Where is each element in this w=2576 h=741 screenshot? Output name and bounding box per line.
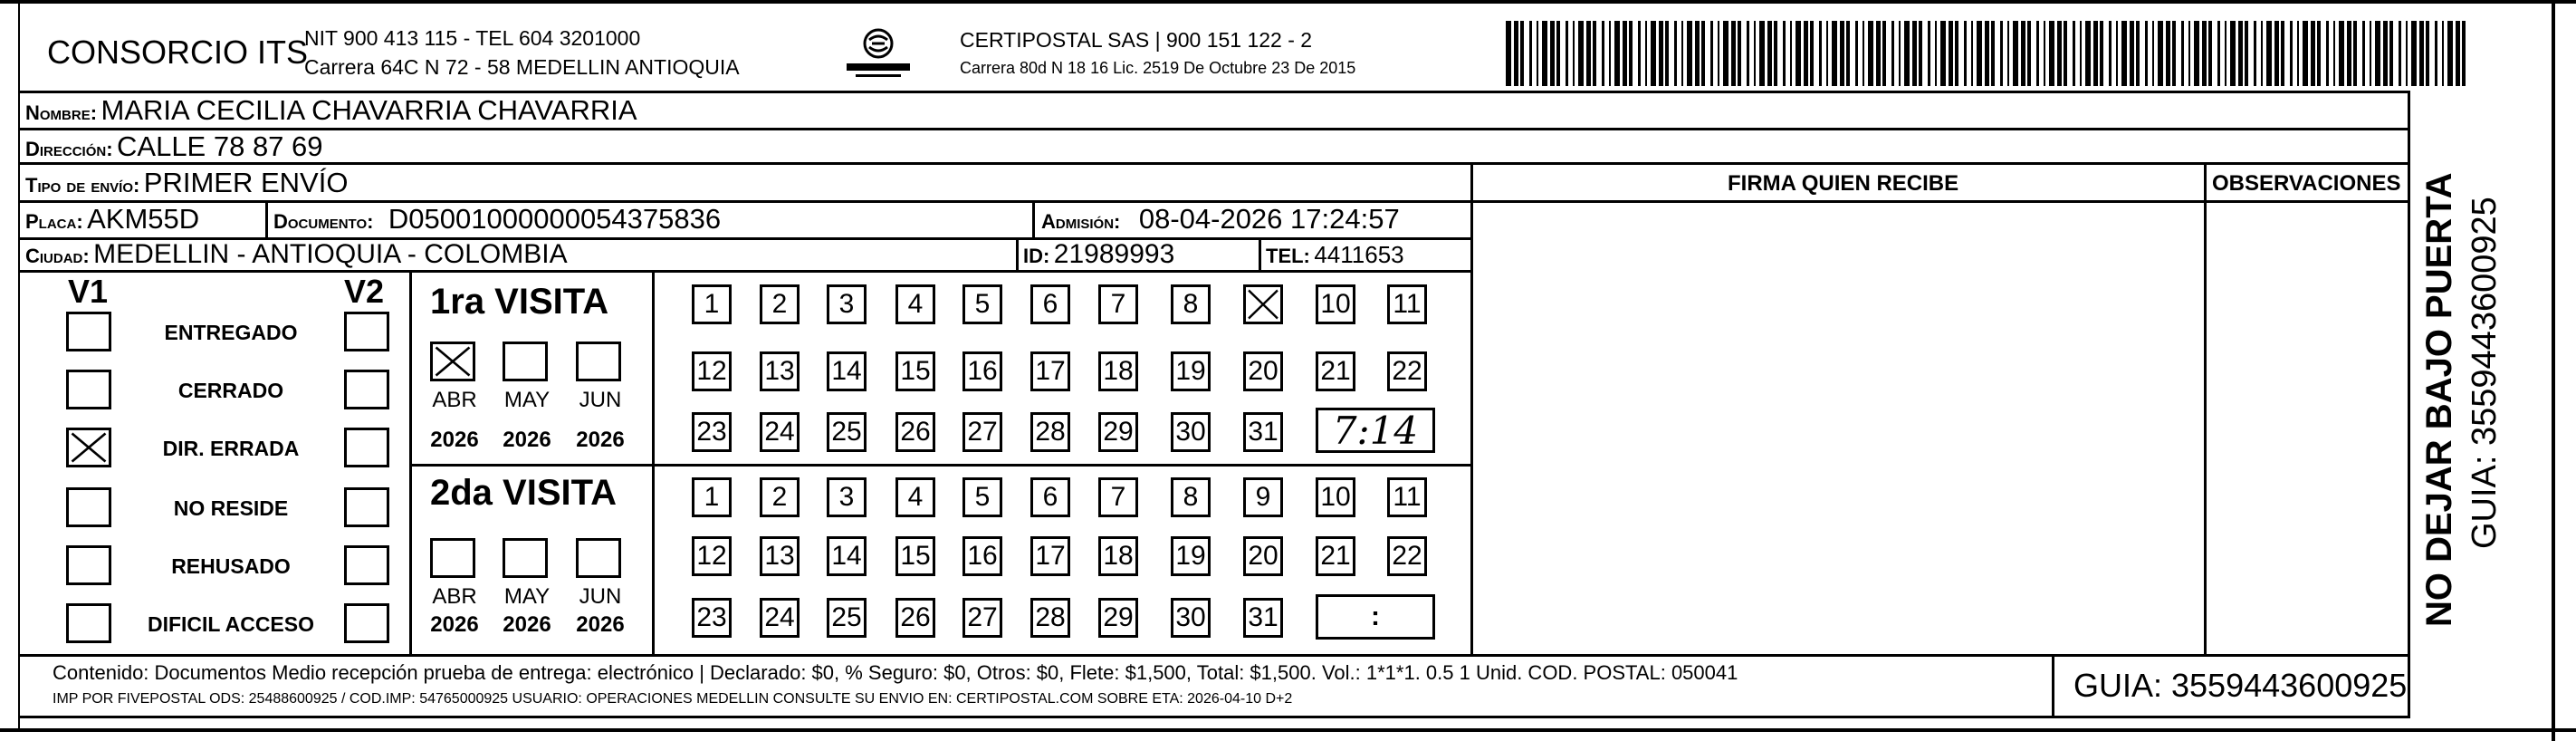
day-box[interactable]: 31 [1243,598,1283,638]
rule-visit-divider [409,464,1473,467]
tel-value: 4411653 [1314,241,1404,268]
day-box[interactable]: 21 [1316,536,1355,576]
barcode-bar [1738,21,1741,86]
bottom-border [0,728,2576,732]
month-checkbox-may[interactable] [503,342,548,381]
status-reason-label: ENTREGADO [164,321,298,344]
year-label: 2026 [503,612,551,637]
v2-checkbox[interactable] [344,312,389,351]
barcode-bar [1891,21,1894,86]
placa-label: Placa: [25,210,83,233]
barcode-bar [2245,21,2248,86]
admision-value: 08-04-2026 17:24:57 [1138,203,1400,235]
barcode-bar [1645,21,1647,86]
carrier-name: CERTIPOSTAL SAS | 900 151 122 - 2 [960,28,1313,52]
v1-label: V1 [68,273,109,310]
barcode-bar [1747,21,1749,86]
rule-tel-left [1259,237,1261,270]
rule-visit-left [652,270,655,654]
barcode-bar [2297,21,2299,86]
barcode-bar [1855,21,1858,86]
firma-label: FIRMA QUIEN RECIBE [1728,171,1959,196]
rule-dir-bottom [18,162,2410,165]
rule-guia-left [2052,654,2054,716]
id-row [1023,241,1174,268]
barcode-bar [1573,21,1575,86]
barcode [1506,21,2469,86]
day-box[interactable] [1243,284,1283,324]
year-label: 2026 [576,428,625,452]
day-box[interactable]: 28 [1030,598,1070,638]
barcode-bar [1529,21,1532,86]
barcode-bar [1904,21,1910,86]
barcode-bar [1578,21,1584,86]
left-border [18,0,20,732]
month-label: JUN [579,388,622,412]
month-checkbox-abr[interactable] [430,538,475,578]
barcode-bar [2217,21,2220,86]
day-box[interactable]: 12 [692,351,732,391]
barcode-bar [2370,21,2371,86]
barcode-bar [1718,21,1719,86]
rule-firma-left [1470,162,1473,657]
barcode-bar [1790,21,1792,86]
id-value: 21989993 [1053,239,1175,269]
rule-placa-right [265,200,268,237]
barcode-bar [1928,21,1930,86]
year-label: 2026 [503,428,551,452]
barcode-bar [1863,21,1864,86]
company-info-1: NIT 900 413 115 - TEL 604 3201000 [304,26,641,50]
barcode-bar [1674,21,1677,86]
barcode-bar [1774,21,1777,86]
barcode-bar [1759,21,1765,86]
rule-obs-label-bottom [1473,200,2410,203]
day-box[interactable]: 9 [1243,477,1283,517]
barcode-bar [1977,21,1982,86]
v1-checkbox[interactable] [66,603,111,643]
v2-checkbox[interactable] [344,545,389,585]
barcode-bar [1542,21,1547,86]
day-box[interactable]: 22 [1387,536,1427,576]
rule-footer-bottom [18,716,2410,718]
barcode-bar [2021,21,2025,86]
barcode-bar [2442,21,2444,86]
barcode-bar [1949,21,1953,86]
barcode-bar [2036,21,2039,86]
barcode-bar [1971,21,1973,86]
barcode-bar [2261,21,2263,86]
barcode-bar [2456,21,2460,86]
month-checkbox-abr[interactable] [430,342,475,381]
company-name: CONSORCIO ITS [47,34,309,71]
day-box[interactable]: 18 [1098,351,1138,391]
carrier-address: Carrera 80d N 18 16 Lic. 2519 De Octubre 23 De 2015 [960,59,1356,77]
status-reason-label: CERRADO [177,379,284,402]
v2-checkbox[interactable] [344,603,389,643]
v2-checkbox[interactable] [344,487,389,527]
barcode-bar [1514,21,1518,86]
day-box[interactable]: 17 [1030,536,1070,576]
day-box[interactable]: 10 [1316,284,1355,324]
admision-label: Admisión: [1041,210,1121,233]
placa-value: AKM55D [87,203,200,235]
admision-row [1041,205,1400,233]
barcode-bar [2333,21,2335,86]
barcode-bar [2266,21,2272,86]
barcode-bar [2057,21,2062,86]
barcode-bar [2027,21,2031,86]
certipostal-logo [838,27,919,82]
day-box[interactable]: 21 [1316,351,1355,391]
barcode-bar [1687,21,1692,86]
day-box[interactable]: 25 [827,412,867,452]
barcode-bar [2426,21,2429,86]
month-checkbox-may[interactable] [503,538,548,578]
day-box[interactable]: 27 [962,598,1002,638]
barcode-bar [1985,21,1989,86]
day-box[interactable]: 23 [692,412,732,452]
v1-checkbox[interactable] [66,312,111,351]
barcode-bar [1609,21,1611,86]
day-box[interactable]: 26 [895,412,935,452]
barcode-bar [2188,21,2190,86]
documento-row [273,205,721,233]
company-info-2: Carrera 64C N 72 - 58 MEDELLIN ANTIOQUIA [304,55,740,79]
barcode-bar [1566,21,1568,86]
barcode-bar [2389,21,2393,86]
status-reason-label: DIFICIL ACCESO [147,612,314,636]
day-box[interactable]: 27 [962,412,1002,452]
ciudad-label: Ciudad: [25,245,90,267]
footer-content: Contenido: Documentos Medio recepción prueba de entrega: electrónico | Declarado: $0, % Seguro: $0, Otros: $0, Flete: $1,500, Total: $1,500. Vol.: 1*1*1. 0.5 1 Unid. COD. POSTAL: 050041 [53,661,1738,684]
documento-value: D05001000000054375836 [388,203,722,235]
footer-guia: GUIA: 3559443600925 [2073,667,2408,704]
day-box[interactable]: 4 [895,477,935,517]
barcode-bar [2317,21,2321,86]
barcode-bar [1710,21,1713,86]
barcode-bar [1935,21,1937,86]
barcode-bar [1556,21,1560,86]
year-label: 2026 [576,612,625,637]
barcode-bar [1832,21,1837,86]
v2-label: V2 [344,273,385,310]
barcode-bar [2411,21,2417,86]
direccion-row [25,132,323,160]
barcode-bar [1695,21,1700,86]
year-label: 2026 [430,612,479,637]
barcode-bar [1991,21,1995,86]
ciudad-row [25,241,568,268]
barcode-bar [2383,21,2388,86]
day-box[interactable]: 5 [962,477,1002,517]
day-box[interactable]: 1 [692,477,732,517]
status-reason-label: DIR. ERRADA [162,437,300,460]
rule-status-right [409,270,412,654]
day-box[interactable]: 14 [827,351,867,391]
barcode-bar [2202,21,2207,86]
barcode-bar [2007,21,2009,86]
barcode-bar [1659,21,1663,86]
month-label: JUN [579,584,622,609]
barcode-bar [2375,21,2380,86]
rule-obs-left [2204,162,2207,657]
barcode-bar [2093,21,2098,86]
month-label: ABR [432,388,477,412]
day-box[interactable]: 6 [1030,477,1070,517]
rule-right [2408,91,2410,718]
barcode-bar [1506,21,1511,86]
status-reason-label: NO RESIDE [173,496,289,520]
barcode-bar [1840,21,1844,86]
barcode-bar [2181,21,2184,86]
rule-name-top [18,91,2410,93]
day-box[interactable]: 4 [895,284,935,324]
barcode-bar [2073,21,2075,86]
barcode-bar [1912,21,1917,86]
ciudad-value: MEDELLIN - ANTIOQUIA - COLOMBIA [93,239,568,269]
barcode-bar [2353,21,2357,86]
tel-label: TEL: [1266,245,1310,267]
v1-checkbox[interactable] [66,545,111,585]
first-visit-time[interactable]: 7:14 [1316,408,1435,453]
day-box[interactable]: 15 [895,536,935,576]
barcode-bar [2238,21,2243,86]
barcode-bar [1826,21,1828,86]
nombre-label: Nombre: [25,101,98,124]
day-box[interactable]: 1 [692,284,732,324]
barcode-bar [2447,21,2453,86]
barcode-bar [1614,21,1620,86]
day-box[interactable]: 30 [1171,598,1211,638]
day-box[interactable]: 17 [1030,351,1070,391]
side-guia: GUIA: 3559443600925 [2466,197,2504,549]
documento-label: Documento: [273,210,374,233]
day-box[interactable]: 22 [1387,351,1427,391]
nombre-value: MARIA CECILIA CHAVARRIA CHAVARRIA [101,94,637,126]
day-box[interactable]: 19 [1171,536,1211,576]
barcode-bar [1593,21,1596,86]
barcode-bar [1783,21,1786,86]
rule-name-bottom [18,128,2410,130]
day-box[interactable]: 3 [827,477,867,517]
barcode-bar [1868,21,1873,86]
v2-checkbox[interactable] [344,428,389,467]
day-box[interactable]: 30 [1171,412,1211,452]
day-box[interactable]: 15 [895,351,935,391]
barcode-bar [2326,21,2329,86]
v1-checkbox[interactable] [66,487,111,527]
barcode-bar [2158,21,2163,86]
day-box[interactable]: 8 [1171,477,1211,517]
barcode-bar [1602,21,1604,86]
placa-row [25,205,199,233]
barcode-bar [2100,21,2103,86]
barcode-bar [2013,21,2018,86]
right-edge [2552,0,2555,741]
barcode-bar [2109,21,2112,86]
barcode-bar [2362,21,2365,86]
second-visit-time[interactable]: : [1316,594,1435,640]
barcode-bar [2303,21,2308,86]
barcode-bar [2044,21,2045,86]
day-box[interactable]: 20 [1243,351,1283,391]
day-box[interactable]: 25 [827,598,867,638]
observaciones-label: OBSERVACIONES [2212,171,2401,196]
day-box[interactable]: 16 [962,351,1002,391]
rule-ciudad-bottom [18,270,1473,273]
direccion-label: Dirección: [25,138,113,160]
day-box[interactable]: 14 [827,536,867,576]
barcode-bar [2225,21,2226,86]
barcode-bar [1731,21,1736,86]
day-box[interactable]: 18 [1098,536,1138,576]
barcode-bar [1586,21,1591,86]
barcode-bar [2406,21,2408,86]
day-box[interactable]: 12 [692,536,732,576]
barcode-bar [1819,21,1822,86]
barcode-bar [2121,21,2127,86]
day-box[interactable]: 13 [760,351,800,391]
first-visit-title: 1ra VISITA [430,282,609,322]
footer-imp: IMP POR FIVEPOSTAL ODS: 25488600925 / COD.IMP: 54765000925 USUARIO: OPERACIONES MEDELLIN CONSULTE SU ENVIO EN: CERTIPOSTAL.COM SOBRE ETA: 2026-04-10 D+2 [53,691,1293,707]
barcode-bar [2064,21,2067,86]
month-label: MAY [503,388,551,412]
barcode-bar [1846,21,1850,86]
side-warning: NO DEJAR BAJO PUERTA [2419,172,2459,627]
barcode-bar [1964,21,1967,86]
barcode-bar [1882,21,1886,86]
barcode-bar [2166,21,2170,86]
barcode-bar [1767,21,1772,86]
tipo-value: PRIMER ENVÍO [143,167,349,198]
barcode-bar [1638,21,1641,86]
barcode-bar [2290,21,2293,86]
month-checkbox-jun[interactable] [576,342,621,381]
barcode-bar [2194,21,2199,86]
barcode-bar [2462,21,2466,86]
day-box[interactable]: 26 [895,598,935,638]
day-box[interactable]: 13 [760,536,800,576]
barcode-bar [1629,21,1633,86]
tipo-label: Tipo de envío: [25,174,140,197]
barcode-bar [2000,21,2003,86]
day-box[interactable]: 5 [962,284,1002,324]
barcode-bar [1955,21,1958,86]
barcode-bar [2152,21,2154,86]
barcode-bar [2136,21,2140,86]
barcode-bar [1701,21,1705,86]
barcode-bar [2116,21,2118,86]
barcode-bar [1940,21,1946,86]
id-label: ID: [1023,245,1050,267]
barcode-bar [2254,21,2256,86]
barcode-bar [2281,21,2284,86]
barcode-bar [2049,21,2054,86]
day-box[interactable]: 24 [760,598,800,638]
rule-id-left [1016,237,1019,270]
barcode-bar [1651,21,1656,86]
year-label: 2026 [430,428,479,452]
barcode-bar [2347,21,2351,86]
barcode-bar [2208,21,2212,86]
barcode-bar [2419,21,2424,86]
day-box[interactable]: 29 [1098,598,1138,638]
month-label: MAY [503,584,551,609]
barcode-bar [1804,21,1808,86]
direccion-value: CALLE 78 87 69 [117,130,323,162]
day-box[interactable]: 8 [1171,284,1211,324]
day-box[interactable]: 7 [1098,477,1138,517]
barcode-bar [2399,21,2401,86]
v2-checkbox[interactable] [344,370,389,409]
barcode-bar [1681,21,1683,86]
barcode-bar [1723,21,1729,86]
day-box[interactable]: 11 [1387,284,1427,324]
day-box[interactable]: 2 [760,477,800,517]
v1-checkbox[interactable] [66,370,111,409]
barcode-bar [1899,21,1901,86]
barcode-bar [2311,21,2315,86]
day-box[interactable]: 11 [1387,477,1427,517]
barcode-bar [2172,21,2176,86]
month-label: ABR [432,584,477,609]
barcode-bar [2435,21,2437,86]
day-box[interactable]: 20 [1243,536,1283,576]
barcode-bar [2130,21,2134,86]
top-border [0,0,2576,4]
barcode-bar [1550,21,1555,86]
barcode-bar [2230,21,2236,86]
barcode-bar [1623,21,1627,86]
barcode-bar [2145,21,2148,86]
rule-admision-left [1032,200,1035,237]
month-checkbox-jun[interactable] [576,538,621,578]
day-box[interactable]: 23 [692,598,732,638]
v1-checkbox[interactable] [66,428,111,467]
status-reason-label: REHUSADO [171,554,291,578]
barcode-bar [1520,21,1524,86]
barcode-bar [2274,21,2279,86]
barcode-bar [1919,21,1922,86]
barcode-bar [2080,21,2082,86]
barcode-bar [1876,21,1881,86]
barcode-bar [1665,21,1669,86]
day-box[interactable]: 3 [827,284,867,324]
barcode-bar [1810,21,1814,86]
barcode-bar [1796,21,1801,86]
tel-row [1266,243,1404,266]
barcode-bar [1754,21,1756,86]
barcode-bar [1537,21,1538,86]
tipo-row [25,168,348,197]
day-box[interactable]: 29 [1098,412,1138,452]
day-box[interactable]: 31 [1243,412,1283,452]
day-box[interactable]: 28 [1030,412,1070,452]
day-box[interactable]: 19 [1171,351,1211,391]
day-box[interactable]: 7 [1098,284,1138,324]
barcode-bar [2339,21,2344,86]
day-box[interactable]: 6 [1030,284,1070,324]
day-box[interactable]: 16 [962,536,1002,576]
barcode-bar [2085,21,2091,86]
day-box[interactable]: 24 [760,412,800,452]
second-visit-title: 2da VISITA [430,473,617,513]
day-box[interactable]: 2 [760,284,800,324]
nombre-row [25,96,637,124]
day-box[interactable]: 10 [1316,477,1355,517]
